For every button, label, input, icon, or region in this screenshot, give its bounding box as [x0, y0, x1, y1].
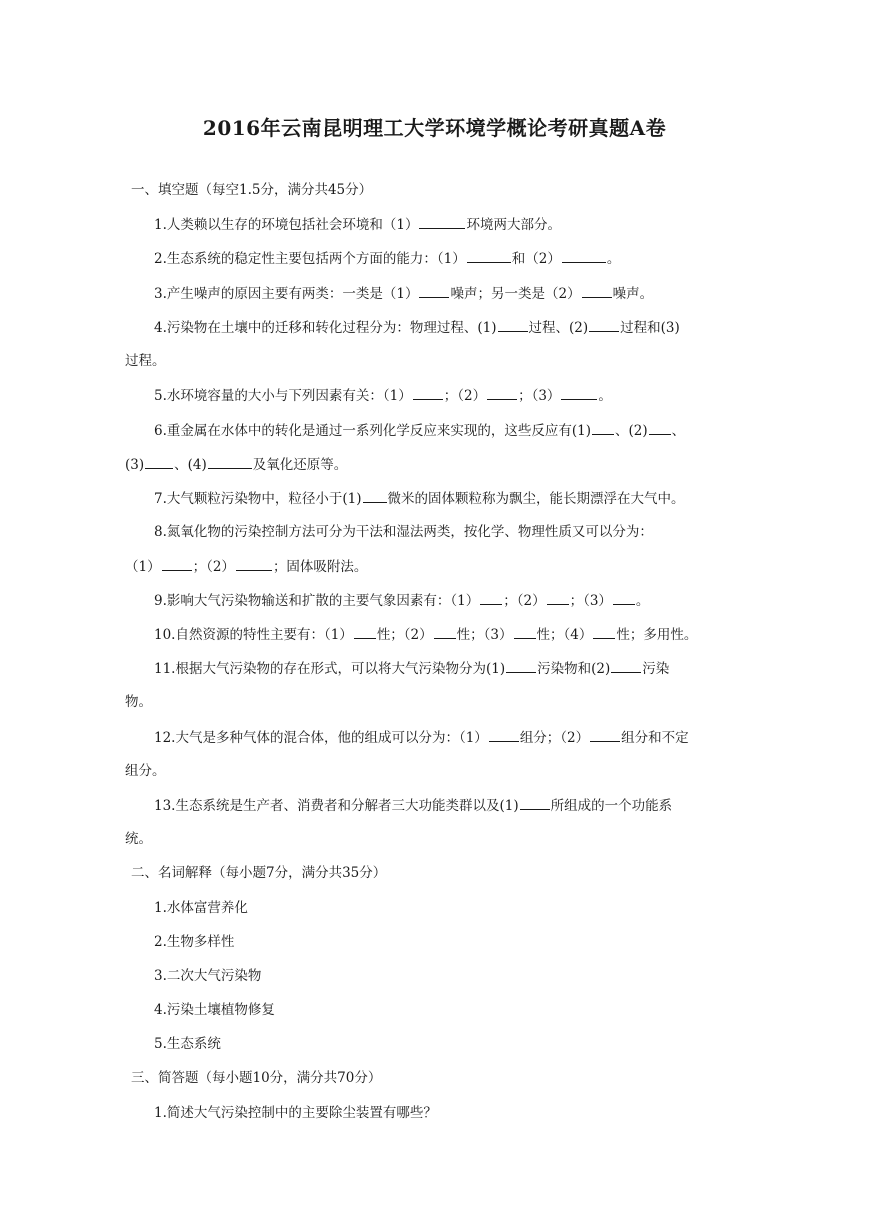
- answer-blank: [613, 590, 635, 605]
- answer-blank: [434, 624, 456, 639]
- page-title: 2016年云南昆明理工大学环境学概论考研真题A卷: [202, 116, 667, 140]
- question-4-continued: 过程。: [125, 353, 166, 369]
- answer-blank: [590, 727, 620, 742]
- question-7: 7.大气颗粒污染物中，粒径小于(1) 微米的固体颗粒称为飘尘，能长期漂浮在大气中。: [154, 488, 685, 509]
- question-8: 8.氮氧化物的污染控制方法可分为干法和湿法两类，按化学、物理性质又可以分为：: [154, 524, 653, 540]
- term-item: 2.生物多样性: [154, 934, 235, 950]
- question-11-continued: 物。: [125, 694, 152, 710]
- answer-blank: [467, 248, 511, 263]
- answer-blank: [582, 283, 612, 298]
- question-11: 11.根据大气污染物的存在形式，可以将大气污染物分为(1) 污染物和(2) 污染: [154, 658, 669, 679]
- answer-blank: [489, 727, 519, 742]
- answer-blank: [611, 658, 641, 673]
- answer-blank: [592, 420, 614, 435]
- answer-blank: [208, 454, 252, 469]
- question-13: 13.生态系统是生产者、消费者和分解者三大功能类群以及(1) 所组成的一个功能系: [154, 795, 672, 816]
- short-answer-item: 1.简述大气污染控制中的主要除尘装置有哪些？: [154, 1105, 437, 1121]
- answer-blank: [413, 385, 443, 400]
- section-heading-short-answer: 三、简答题（每小题10分，满分共70分）: [131, 1070, 382, 1086]
- term-item: 4.污染土壤植物修复: [154, 1002, 275, 1018]
- answer-blank: [649, 420, 671, 435]
- answer-blank: [419, 283, 449, 298]
- answer-blank: [561, 385, 597, 400]
- question-10: 10.自然资源的特性主要有：（1） 性；（2） 性；（3） 性；（4） 性；多用性。: [154, 624, 697, 645]
- answer-blank: [593, 624, 615, 639]
- question-3: 3.产生噪声的原因主要有两类：一类是（1） 噪声；另一类是（2） 噪声。: [154, 283, 653, 304]
- answer-blank: [236, 556, 272, 571]
- answer-blank: [354, 624, 376, 639]
- answer-blank: [498, 317, 528, 332]
- question-9: 9.影响大气污染物输送和扩散的主要气象因素有：（1） ；（2） ；（3） 。: [154, 590, 649, 611]
- question-5: 5.水环境容量的大小与下列因素有关：（1） ；（2） ；（3） 。: [154, 385, 612, 406]
- question-8-continued: （1） ；（2） ；固体吸附法。: [125, 556, 367, 577]
- question-12-continued: 组分。: [125, 763, 166, 779]
- question-1: 1.人类赖以生存的环境包括社会环境和（1） 环境两大部分。: [154, 214, 561, 235]
- answer-blank: [145, 454, 173, 469]
- answer-blank: [506, 658, 536, 673]
- question-2: 2.生态系统的稳定性主要包括两个方面的能力：（1） 和（2） 。: [154, 248, 620, 269]
- term-item: 3.二次大气污染物: [154, 968, 262, 984]
- question-6: 6.重金属在水体中的转化是通过一系列化学反应来实现的，这些反应有(1) 、(2) 、: [154, 420, 685, 441]
- answer-blank: [162, 556, 192, 571]
- answer-blank: [547, 590, 569, 605]
- term-item: 1.水体富营养化: [154, 900, 248, 916]
- answer-blank: [520, 795, 550, 810]
- answer-blank: [514, 624, 536, 639]
- answer-blank: [480, 590, 502, 605]
- question-4: 4.污染物在土壤中的迁移和转化过程分为：物理过程、(1) 过程、(2) 过程和(3): [154, 317, 680, 338]
- answer-blank: [487, 385, 517, 400]
- section-heading-terms: 二、名词解释（每小题7分，满分共35分）: [131, 865, 387, 881]
- answer-blank: [562, 248, 606, 263]
- question-6-continued: (3) 、(4) 及氧化还原等。: [125, 454, 347, 475]
- answer-blank: [419, 214, 465, 229]
- section-heading-fill-blank: 一、填空题（每空1.5分，满分共45分）: [131, 182, 373, 198]
- answer-blank: [589, 317, 619, 332]
- question-12: 12.大气是多种气体的混合体，他的组成可以分为：（1） 组分；（2） 组分和不定: [154, 727, 689, 748]
- answer-blank: [363, 488, 387, 503]
- term-item: 5.生态系统: [154, 1036, 221, 1052]
- question-13-continued: 统。: [125, 831, 152, 847]
